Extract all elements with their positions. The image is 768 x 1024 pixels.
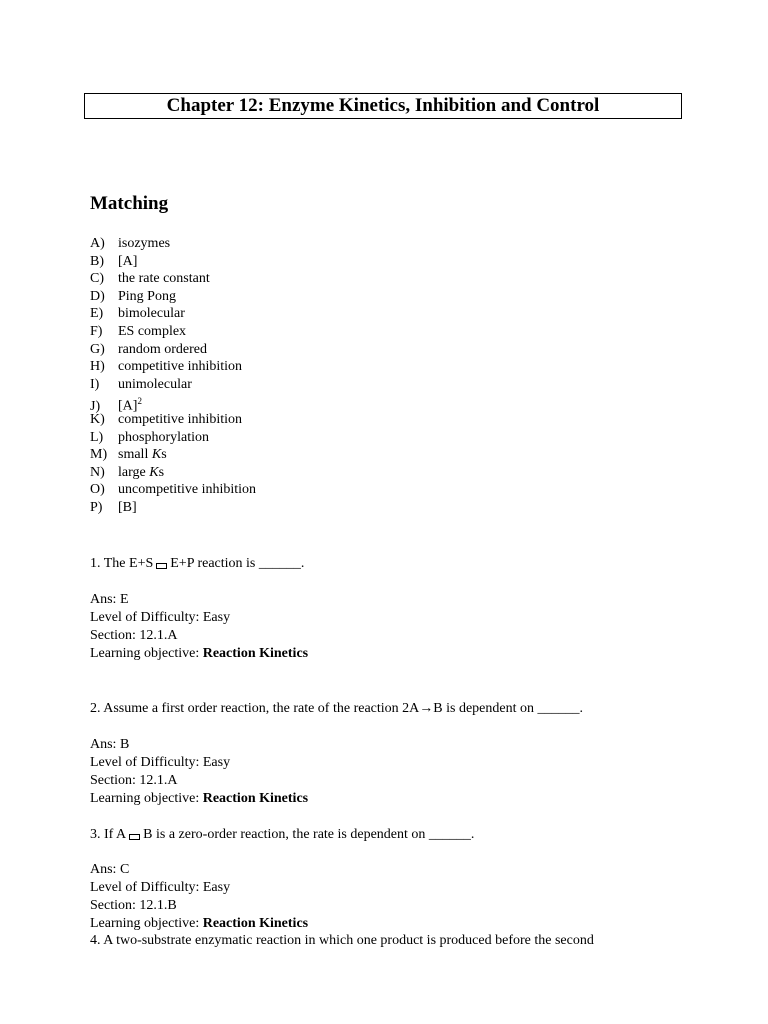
difficulty-2: Level of Difficulty: Easy <box>90 755 231 770</box>
section-2: Section: 12.1.A <box>90 773 178 788</box>
option-m: M) small Ks <box>90 447 167 463</box>
objective-1: Learning objective: Reaction Kinetics <box>90 646 309 661</box>
option-n: N) large Ks <box>90 464 165 480</box>
option-d: D) Ping Pong <box>90 288 176 304</box>
answer-2: Ans: B <box>90 737 130 752</box>
question-2: 2. Assume a first order reaction, the rate of the reaction 2A→B is dependent on ______. <box>90 701 583 716</box>
option-l: L) phosphorylation <box>90 429 209 445</box>
equilibrium-arrow-icon <box>129 834 140 840</box>
option-c: C) the rate constant <box>90 271 210 287</box>
option-k: K) competitive inhibition <box>90 411 243 427</box>
option-e: E) bimolecular <box>90 306 185 322</box>
option-b: B) [A] <box>90 253 138 269</box>
objective-2: Learning objective: Reaction Kinetics <box>90 791 309 806</box>
option-a: A) isozymes <box>90 236 171 251</box>
option-o: O) uncompetitive inhibition <box>90 482 257 498</box>
matching-options-list <box>90 235 256 517</box>
answer-3: Ans: C <box>90 862 130 877</box>
question-1: 1. The E+S E+P reaction is ______. <box>90 556 305 571</box>
difficulty-1: Level of Difficulty: Easy <box>90 610 231 625</box>
question-3: 3. If A B is a zero-order reaction, the rate is dependent on ______. <box>90 827 475 842</box>
option-f: F) ES complex <box>90 323 187 339</box>
equilibrium-arrow-icon <box>156 563 167 569</box>
chapter-title-box <box>84 93 682 119</box>
objective-3: Learning objective: Reaction Kinetics <box>90 916 309 931</box>
section-3: Section: 12.1.B <box>90 898 177 913</box>
difficulty-3: Level of Difficulty: Easy <box>90 880 231 895</box>
answer-block-2 <box>90 736 308 808</box>
option-g: G) random ordered <box>90 341 208 357</box>
question-4: 4. A two-substrate enzymatic reaction in which one product is produced before the second <box>90 933 594 948</box>
option-h: H) competitive inhibition <box>90 359 243 375</box>
section-heading: Matching <box>90 193 169 214</box>
answer-block-1 <box>90 591 308 663</box>
answer-1: Ans: E <box>90 592 129 607</box>
option-i: I) unimolecular <box>90 376 192 392</box>
chapter-title: Chapter 12: Enzyme Kinetics, Inhibition and Control <box>166 95 600 116</box>
section-1: Section: 12.1.A <box>90 628 178 643</box>
option-p: P) [B] <box>90 499 137 515</box>
answer-block-3 <box>90 861 308 933</box>
option-j: J) $[A]^2$ <box>90 396 142 414</box>
